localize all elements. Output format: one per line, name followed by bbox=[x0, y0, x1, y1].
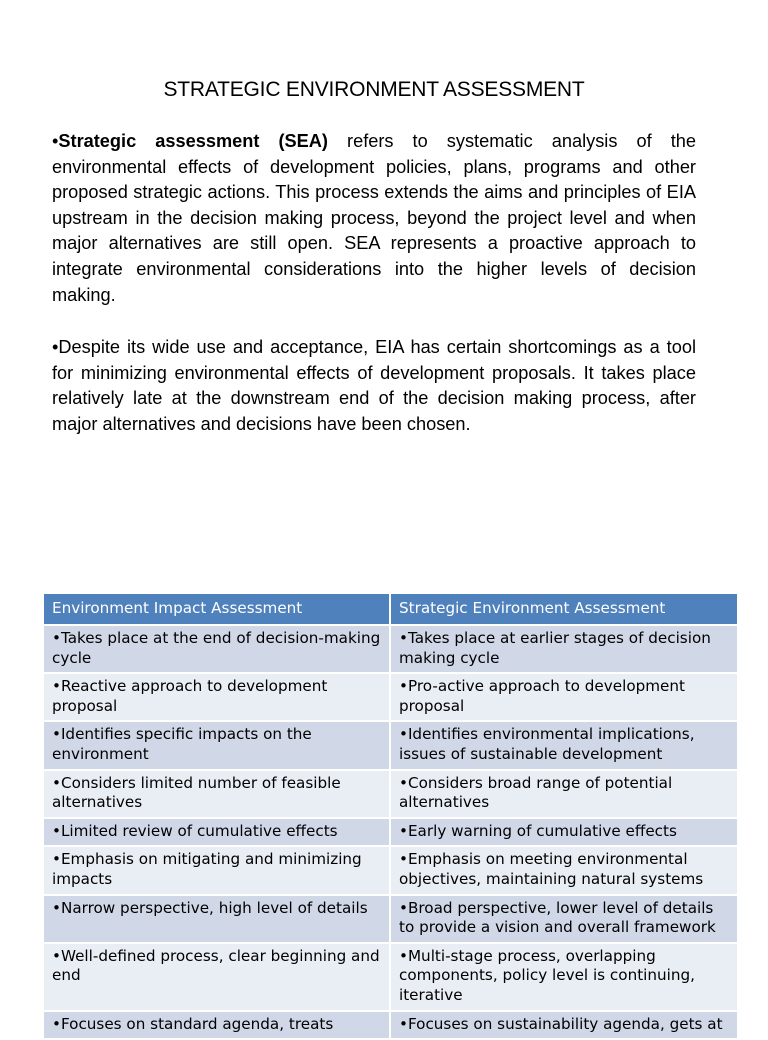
table-row bbox=[44, 673, 737, 721]
paragraph-sea-definition bbox=[52, 129, 696, 308]
cell-eia: •Narrow perspective, high level of details bbox=[44, 895, 390, 943]
table-row bbox=[44, 943, 737, 1011]
cell-eia: •Focuses on standard agenda, treats bbox=[44, 1011, 390, 1040]
cell-sea: •Focuses on sustainability agenda, gets at bbox=[390, 1011, 737, 1040]
paragraph-text: Despite its wide use and acceptance, EIA has certain shortcomings as a tool for minimizing environmental effects of development proposals. It takes place relatively late at the downstream end of the decision making process, after major alternatives and decisions have been chosen. bbox=[52, 337, 696, 434]
table-row bbox=[44, 1011, 737, 1040]
cell-eia: •Reactive approach to development proposal bbox=[44, 673, 390, 721]
table-row bbox=[44, 818, 737, 847]
page-title: STRATEGIC ENVIRONMENT ASSESSMENT bbox=[163, 78, 585, 101]
table-header-row bbox=[44, 594, 737, 625]
table-row bbox=[44, 625, 737, 673]
cell-eia: •Takes place at the end of decision-making cycle bbox=[44, 625, 390, 673]
paragraph-text: refers to systematic analysis of the environmental effects of development policies, plans, programs and other proposed strategic actions. This process extends the aims and principles of EIA upstream in the decision making process, beyond the project level and when major alternatives are still open. SEA represents a proactive approach to integrate environmental considerations into the higher levels of decision making. bbox=[52, 131, 696, 305]
comparison-table bbox=[44, 594, 737, 1040]
paragraph-eia-shortcomings bbox=[52, 335, 696, 437]
cell-sea: •Broad perspective, lower level of details to provide a vision and overall framework bbox=[390, 895, 737, 943]
cell-eia: •Well-defined process, clear beginning and end bbox=[44, 943, 390, 1011]
cell-sea: •Multi-stage process, overlapping components, policy level is continuing, iterative bbox=[390, 943, 737, 1011]
table-row bbox=[44, 721, 737, 769]
bullet: • bbox=[52, 337, 59, 357]
cell-sea: •Pro-active approach to development proposal bbox=[390, 673, 737, 721]
table-body bbox=[44, 625, 737, 1039]
cell-eia: •Emphasis on mitigating and minimizing impacts bbox=[44, 846, 390, 894]
bold-lead: Strategic assessment (SEA) bbox=[58, 131, 328, 151]
cell-sea: •Takes place at earlier stages of decision making cycle bbox=[390, 625, 737, 673]
header-eia: Environment Impact Assessment bbox=[44, 594, 390, 625]
table-row bbox=[44, 770, 737, 818]
cell-eia: •Limited review of cumulative effects bbox=[44, 818, 390, 847]
cell-sea: •Identifies environmental implications, issues of sustainable development bbox=[390, 721, 737, 769]
header-sea: Strategic Environment Assessment bbox=[390, 594, 737, 625]
cell-sea: •Considers broad range of potential alternatives bbox=[390, 770, 737, 818]
cell-sea: •Emphasis on meeting environmental objectives, maintaining natural systems bbox=[390, 846, 737, 894]
table-row bbox=[44, 895, 737, 943]
cell-eia: •Identifies specific impacts on the environment bbox=[44, 721, 390, 769]
cell-sea: •Early warning of cumulative effects bbox=[390, 818, 737, 847]
bullet: • bbox=[52, 131, 59, 151]
cell-eia: •Considers limited number of feasible alternatives bbox=[44, 770, 390, 818]
table-row bbox=[44, 846, 737, 894]
